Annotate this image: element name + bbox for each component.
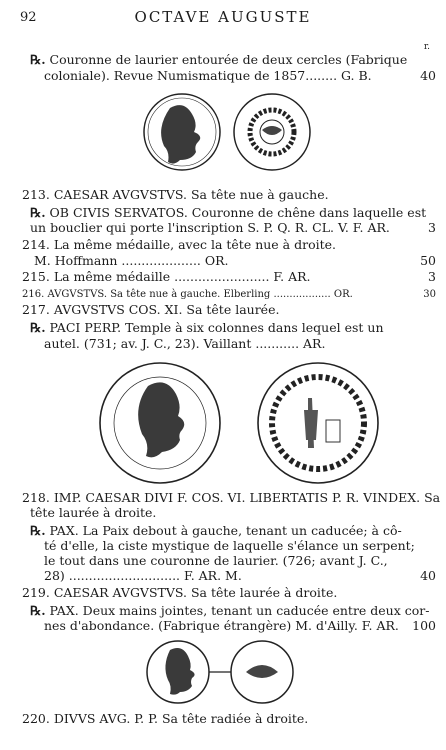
coin-reverse (258, 363, 378, 483)
entry-line: autel. (731; av. J. C., 23). Vaillant ........... AR. (44, 336, 326, 351)
entry-line: 217. AVGVSTVS COS. XI. Sa tête laurée. (22, 302, 280, 317)
column-marker: r. (423, 42, 430, 52)
entry-line: tête laurée à droite. (30, 505, 157, 520)
entry-line: un bouclier qui porte l'inscription S. P. Q. R. CL. V. F. AR. 3 (30, 220, 436, 235)
coin-pair-illustration (0, 636, 446, 706)
page-number: 92 (20, 10, 37, 25)
entry-line: le tout dans une couronne de laurier. (726; avant J. C., (44, 553, 388, 568)
coin-pair-illustration (0, 358, 446, 488)
page-title: OCTAVE AUGUSTE (134, 8, 312, 26)
entry-line: 216. AVGVSTVS. Sa tête nue à gauche. Elberling .................. OR. 30 (22, 289, 436, 300)
entry-line: 213. CAESAR AVGVSTVS. Sa tête nue à gauche. (22, 187, 329, 202)
entry-line: té d'elle, la ciste mystique de laquelle s'élance un serpent; (44, 538, 415, 553)
entry-line: ℞. OB CIVIS SERVATOS. Couronne de chêne dans laquelle est (30, 205, 427, 220)
entry-line: 219. CAESAR AVGVSTVS. Sa tête laurée à droite. (22, 585, 338, 600)
entry-line: 215. La même médaille ........................ F. AR. 3 (22, 269, 436, 284)
entry-line: 220. DIVVS AVG. P. P. Sa tête radiée à droite. (22, 711, 309, 726)
entry-line: 214. La même médaille, avec la tête nue à droite. (22, 237, 336, 252)
entry-line: ℞. PAX. La Paix debout à gauche, tenant un caducée; à cô- (30, 523, 402, 538)
entry-line: ℞. PACI PERP. Temple à six colonnes dans lequel est un (30, 320, 384, 335)
coin-pair-illustration (0, 90, 446, 180)
entry-line: coloniale). Revue Numismatique de 1857........ G. B. 40 (44, 68, 436, 83)
entry-line: 28) ............................ F. AR. M. 40 (44, 568, 436, 583)
entry-line: ℞. PAX. Deux mains jointes, tenant un caducée entre deux cor- (30, 603, 430, 618)
entry-line: nes d'abondance. (Fabrique étrangère) M. d'Ailly. F. AR. 100 (44, 618, 436, 633)
entry-line: 218. IMP. CAESAR DIVI F. COS. VI. LIBERTATIS P. R. VINDEX. Sa (22, 490, 441, 505)
page-header (0, 8, 446, 30)
entry-line: M. Hoffmann .................... OR. 50 (34, 253, 436, 268)
entry-line: ℞. Couronne de laurier entourée de deux cercles (Fabrique (30, 52, 408, 67)
